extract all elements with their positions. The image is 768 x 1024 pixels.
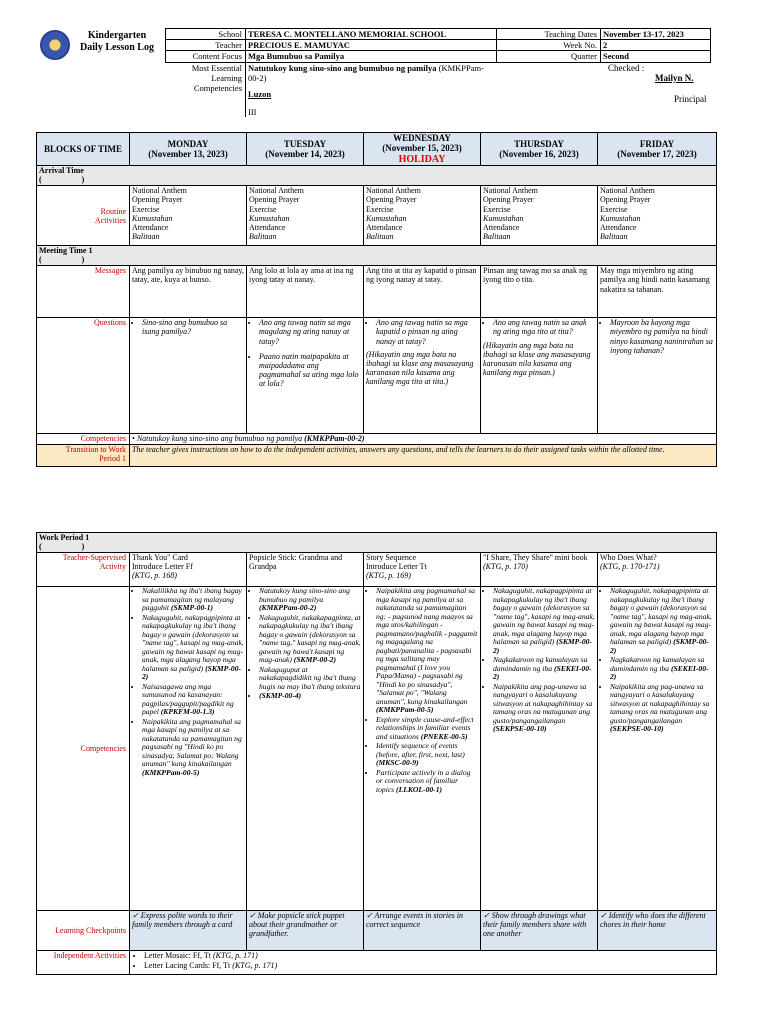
school-label: School: [166, 29, 246, 40]
routine-label-1: Routine: [100, 206, 126, 216]
competencies2-thursday: [481, 587, 598, 911]
routine-item: Exercise: [132, 204, 160, 214]
melc-label: [166, 62, 246, 117]
routine-item: Balitaan: [600, 232, 628, 242]
competency-item-text: Nakaguguhit, nakapagpipinta at nakapagkukulay ng iba't ibang bagay o gawain (dekorasyon sa "name tag", kasapi ng mag-anak, gawain ng bawat kasapi ng mag-anak, mga alagang hayop mga halaman sa paligid): [142, 612, 244, 673]
questions-tuesday: [247, 318, 364, 434]
competency-item-code: (SEKPSE-00-10): [610, 724, 664, 733]
checkpoint-monday: ✓ Express polite words to their family members through a card: [130, 911, 247, 951]
competency-item-text: Nakaguguhit, nakapagpipinta at nakapagkukulay ng iba't ibang bagay o gawain (dekorasyon sa "name tag", kasapi ng mag-anak, gawain ng bawat kasapi ng mag-anak, mga alagang hayop mga halaman sa paligid): [610, 586, 712, 646]
checkpoints-label: Learning Checkpoints: [37, 911, 130, 951]
tsa-wednesday: [364, 553, 481, 587]
tuesday-name: TUESDAY: [283, 138, 327, 149]
routine-item: National Anthem: [600, 186, 655, 196]
question-note: (Hikayatin ang mga bata na ibahagi sa klase ang masasayang karanasan nila kasama ang kanilang mga tito at tita.): [366, 349, 474, 387]
week-value: 2: [601, 40, 711, 51]
competency-item-code: (LLKOL-00-1): [396, 784, 443, 794]
dates-value: November 13-17, 2023: [601, 29, 711, 40]
routine-thursday: [481, 186, 598, 246]
competencies2-tuesday: [247, 587, 364, 911]
questions-label: Questions: [37, 318, 130, 434]
routine-item: Attendance: [366, 222, 403, 232]
monday-date: (November 13, 2023): [148, 149, 228, 160]
independent-item: [144, 951, 714, 960]
competency-item: [259, 666, 361, 692]
work-period-row: [37, 533, 717, 553]
routine-wednesday: [364, 186, 481, 246]
competency-item-text: Identify sequence of events (before, after, first, next, last): [376, 741, 465, 759]
tsa-activity: "I Share, They Share" mini book: [483, 553, 588, 562]
independent-label: Independent Activities: [37, 951, 130, 975]
wednesday-name: WEDNESDAY: [393, 133, 451, 143]
tuesday-date: (November 14, 2023): [265, 149, 345, 160]
thursday-name: THURSDAY: [514, 138, 564, 149]
schedule-table-2: [36, 532, 717, 975]
content-label: Content Focus: [166, 51, 246, 62]
tsa-activity: Story Sequence: [366, 553, 416, 562]
thursday-date: (November 16, 2023): [499, 149, 579, 160]
independent-item-ref: (KTG, p. 171): [212, 951, 258, 960]
transition-label-2: Period 1: [99, 454, 126, 464]
competency-item-text: Participate actively in a dialog or conversation of familiar topics: [376, 767, 471, 794]
competency-item: [259, 614, 361, 665]
competency-item: [610, 656, 714, 682]
question-note: (Hikayatin ang mga bata na ibahagi sa klase ang masasayang karanasan nila kasama ang kanilang mga pinsan.): [483, 340, 591, 378]
questions-monday: [130, 318, 247, 434]
questions-thursday: [481, 318, 598, 434]
checkpoint-thursday: ✓ Show through drawings what their family members share with one another: [481, 911, 598, 951]
competency-code: (KMKPPam-00-2): [304, 434, 365, 444]
routine-label-2: Activities: [94, 215, 126, 225]
competency-item-text: Naipakikita ang pag-unawa sa nangyayari o kasalukuyang sitwasyon at nakapaghihintay sa tamang oras na matugunan ang gusto/pangangailangan: [493, 681, 593, 725]
message-wednesday: Ang tito at tita ay kapatid o pinsan ng iyong nanay at tatay.: [364, 266, 481, 318]
competency-item: [376, 742, 478, 768]
work-period-label: Work Period 1: [39, 533, 90, 542]
melc-label-3: Competencies: [193, 82, 242, 93]
competency-item-code: (SKMP-00-2): [493, 637, 592, 655]
melc-text: Natutukoy kung sino-sino ang bumubuo ng pamilya: [248, 62, 437, 73]
friday-name: FRIDAY: [639, 138, 675, 149]
teacher-label: Teacher: [166, 40, 246, 51]
routine-label: [37, 186, 130, 246]
tsa-label-2: Activity: [99, 562, 126, 572]
monday-header: [130, 133, 247, 166]
checkpoint-tuesday: ✓ Make popsicle stick puppet about their grandmother or grandfather.: [247, 911, 364, 951]
competency-item-text: Nakaguguhit, nakapagpipinta at nakapagkukulay ng iba't ibang bagay o gawain (dekorasyon sa "name tag", kasapi ng mag-anak, gawain ng bawat kasapi ng mag-anak, mga alagang hayop mga halaman sa paligid): [493, 586, 595, 646]
messages-label: Messages: [37, 266, 130, 318]
region2-value: III: [248, 107, 257, 118]
deped-seal-icon: [40, 30, 70, 60]
transition-label-1: Transition to Work: [65, 445, 126, 455]
competency-item-code: (PNEKE-00-5): [420, 731, 468, 741]
question-item: • Ano ang tawag natin sa mga magulang ng ating nanay at tatay?: [259, 318, 361, 346]
competency-item-text: Nakalilikha ng iba't ibang bagay sa pamamagitan ng malayang pagguhit: [142, 586, 242, 612]
routine-item: Opening Prayer: [483, 195, 534, 205]
competency-item-text: Naipakikita ang pag-unawa sa nangyayari o kasalukuyang sitwasyon at nakapaghihintay sa tamang oras na matugunan ang gusto/pangangailangan: [610, 681, 710, 725]
competency-item: [142, 718, 244, 778]
quarter-label: Quarter: [497, 51, 601, 62]
routine-item: Balitaan: [132, 232, 160, 242]
routine-item: Opening Prayer: [249, 195, 300, 205]
tsa-monday: [130, 553, 247, 587]
routine-item: Balitaan: [366, 232, 394, 242]
tsa-tuesday: [247, 553, 364, 587]
routine-item: Balitaan: [249, 232, 277, 242]
competencies2-label: Competencies: [37, 587, 130, 911]
arrival-time-row: [37, 166, 717, 186]
title-line-1: Kindergarten: [87, 30, 147, 41]
competencies-label: Competencies: [37, 434, 130, 445]
routine-item: Balitaan: [483, 232, 511, 242]
competency-item: [610, 683, 714, 734]
friday-header: [598, 133, 717, 166]
transition-text: The teacher gives instructions on how to do the independent activities, answers any questions, and tells the learners to do their assigned tasks within the allotted time.: [130, 445, 717, 467]
competency-item-code: (KPKFM-00-1.3): [160, 707, 215, 716]
tsa-reference: (KTG, p. 170-171): [600, 562, 660, 572]
competency-item: [142, 614, 244, 682]
message-friday: May mga miyembro ng ating pamilya ang hindi natin kasamang nakatira sa tahanan.: [598, 266, 717, 318]
content-value: Mga Bumubuo sa Pamilya: [246, 51, 497, 62]
routine-item: Attendance: [249, 222, 286, 232]
wednesday-header: [364, 133, 481, 166]
transition-label: [37, 445, 130, 467]
competency-item: [493, 656, 595, 682]
independent-item-text: Letter Lacing Cards: Ff, Tt: [144, 961, 231, 971]
tsa-activity: Who Does What?: [600, 553, 657, 562]
checker-role: Principal: [674, 94, 707, 104]
routine-item: Opening Prayer: [132, 195, 183, 205]
checked-label: Checked :: [608, 63, 645, 73]
independent-item: [144, 961, 714, 970]
competency-item-code: (MKSC-00-9): [376, 758, 419, 767]
melc-code: (KMKPPam-00-2): [248, 62, 484, 83]
routine-item: Exercise: [366, 204, 394, 214]
checker-name: Mailyn N.: [655, 73, 694, 83]
competencies2-monday: [130, 587, 247, 911]
competency-item-text: Naipakikita ang pagmamahal sa mga kasapi ng pamilya at sa nakatatanda sa pamamagitan ng pagsasabi ng "Hindi ko po sinasadya; Salamat po; Walang anuman" kung kinakailangan: [142, 716, 242, 768]
tsa-label-1: Teacher-Supervised: [62, 553, 126, 562]
tsa-activity: Thank You" Card: [132, 553, 188, 562]
meeting-time-row: [37, 246, 717, 266]
competency-item-code: (KMKPPam-00-2): [259, 603, 317, 612]
checkpoint-wednesday: ✓ Arrange events in stories in correct sequence: [364, 911, 481, 951]
independent-activities: [130, 951, 717, 975]
tsa-friday: [598, 553, 717, 587]
routine-item: Opening Prayer: [366, 195, 417, 205]
competency-item-code: (SKMP-00-2): [293, 655, 336, 664]
week-label: Week No.: [497, 40, 601, 51]
competency-item: [259, 692, 361, 701]
melc-label-1: Most Essential: [191, 62, 242, 73]
competency-item-code: (SEKEI-00-2): [610, 663, 709, 681]
tsa-activity: Introduce Letter Ff: [132, 562, 193, 572]
routine-item: National Anthem: [483, 186, 538, 196]
wednesday-date: (November 15, 2023): [382, 143, 462, 154]
message-thursday: Pinsan ang tawag mo sa anak ng iyong tito o tita.: [481, 266, 598, 318]
arrival-label: Arrival Time: [39, 166, 84, 176]
competency-item: [142, 587, 244, 613]
question-item: • Ano ang tawag natin sa anak ng ating mga tito at tita?: [493, 318, 595, 336]
competencies-text: • Natutukoy kung sino-sino ang bumubuo ng pamilya (KMKPPam-00-2): [130, 434, 717, 445]
independent-item-ref: (KTG, p. 171): [232, 961, 278, 971]
competency-item-text: Nagkakaroon ng kamalayan sa damindamin ng iba: [493, 655, 588, 673]
melc-value: [246, 62, 497, 117]
question-item: • Ano ang tawag natin sa mga kapatid o pinsan ng ating nanay at tatay?: [376, 318, 478, 346]
quarter-value: Second: [601, 51, 711, 62]
competency-item-code: (KMKPPam-00-5): [376, 705, 434, 714]
competency-item-text: Nagkakaroon ng kamalayan sa damindamin ng iba: [610, 655, 705, 673]
monday-name: MONDAY: [167, 138, 209, 149]
title-line-2: Daily Lesson Log: [80, 42, 154, 53]
competency-item: [376, 587, 478, 715]
independent-item-text: Letter Mosaic: Ff, Tt: [144, 951, 211, 960]
schedule-table-1: [36, 132, 717, 467]
document-title: [72, 30, 162, 54]
region-value: Luzon: [248, 88, 272, 99]
competency-item: [493, 683, 595, 734]
holiday-label: HOLIDAY: [398, 153, 446, 165]
question-item: • Sino-sino ang bumubuo sa isang pamilya?: [142, 318, 244, 336]
questions-friday: [598, 318, 717, 434]
tuesday-header: [247, 133, 364, 166]
school-value: TERESA C. MONTELLANO MEMORIAL SCHOOL: [246, 29, 497, 40]
competency-item-text: Natutukoy kung sino-sino ang bumubuo ng pamilya: [259, 586, 350, 604]
dates-label: Teaching Dates: [497, 29, 601, 40]
competency-item: [142, 683, 244, 717]
blocks-header: BLOCKS OF TIME: [37, 133, 130, 166]
competency-item-text: Naipakikita ang pagmamahal sa mga kasapi ng pamilya at sa nakatatanda sa pamamagitan ng: - pagsunod nang maayos sa mga utos/kahilingan - pagmamano/paghalik - paggamit ng magagalang na pagbati/pananalita - pagsasabi ng mga salitang may pagmamahal (I love you Papa/Mama) - pagsasabi ng "Hindi ko po sinasadya", "Salamat po", "Walang anuman", kung kinakailangan: [376, 586, 478, 706]
routine-item: National Anthem: [249, 186, 304, 196]
tsa-thursday: [481, 553, 598, 587]
friday-date: (November 17, 2023): [617, 149, 697, 160]
tsa-activity: Popsicle Stick: Grandma and Grandpa: [249, 553, 343, 572]
competency-item-code: (SKMP-00-1): [170, 603, 214, 612]
competency-item-code: (SEKPSE-00-10): [493, 724, 547, 733]
teacher-value: PRECIOUS E. MAMUYAC: [246, 40, 497, 51]
tsa-reference: (KTG, p. 170): [483, 562, 528, 572]
routine-item: National Anthem: [132, 186, 187, 196]
melc-label-2: Learning: [211, 72, 242, 83]
competency-item: [493, 587, 595, 655]
routine-item: Exercise: [600, 204, 628, 214]
competency-item-code: (KMKPPam-00-5): [142, 767, 200, 777]
competency-text: Natutukoy kung sino-sino ang bumubuo ng pamilya: [136, 434, 303, 444]
routine-item: Exercise: [249, 204, 277, 214]
routine-item: Kumustahan: [600, 213, 641, 223]
routine-tuesday: [247, 186, 364, 246]
empty-cell: [497, 62, 601, 117]
routine-item: Kumustahan: [132, 213, 173, 223]
routine-item: National Anthem: [366, 186, 421, 196]
routine-item: Kumustahan: [366, 213, 407, 223]
routine-item: Attendance: [600, 222, 637, 232]
competency-item: [376, 769, 478, 795]
competency-item-text: Explore simple cause-and-effect relationships in familiar events and situations: [376, 714, 474, 741]
competency-item-text: Naisasagawa ang mga sumusunod na kasanayan: pagpilas/paggupit/pagdikit ng papel: [142, 681, 234, 716]
work-period-blank: ( ): [39, 542, 85, 552]
meeting-label: Meeting Time 1: [39, 246, 93, 256]
routine-item: Kumustahan: [249, 213, 290, 223]
routine-item: Attendance: [483, 222, 520, 232]
questions-wednesday: [364, 318, 481, 434]
competency-item-text: Nakaguguhit, nakakapagpinta, at nakapagkukulay ng iba't ibang bagay o gawain (dekorasyon sa "name tag," kasapi ng mag-anak, gawain ng bawa't kasapi ng mag-anak): [259, 612, 361, 664]
competencies2-wednesday: [364, 587, 481, 911]
question-item: • Mayroon ba kayong mga miyembro ng pamilya na hindi ninyo kasamang naninirahan sa inyong tahanan?: [610, 318, 714, 355]
routine-item: Exercise: [483, 204, 511, 214]
checkpoint-friday: ✓ Identify who does the different chores in their home: [598, 911, 717, 951]
routine-item: Opening Prayer: [600, 195, 651, 205]
competency-item-code: (SKMP-00-4): [259, 691, 302, 700]
routine-monday: [130, 186, 247, 246]
tsa-reference: (KTG, p. 168): [132, 571, 177, 581]
message-tuesday: Ang lolo at lola ay ama at ina ng iyong tatay at nanay.: [247, 266, 364, 318]
competency-item-code: (SKMP-00-2): [610, 637, 709, 655]
competencies2-friday: [598, 587, 717, 911]
meeting-time-blank: ( ): [39, 255, 85, 265]
competency-item-code: (SKMP-00-2): [142, 663, 241, 681]
arrival-time-blank: ( ): [39, 175, 85, 185]
competency-item-text: Nakaguguput at nakakapagdidikit ng iba't ibang hugis na may iba't ibang tekstura: [259, 664, 361, 691]
message-monday: Ang pamilya ay binubuo ng nanay, tatay, ate, kuya at bunso.: [130, 266, 247, 318]
routine-item: Kumustahan: [483, 213, 524, 223]
routine-item: Attendance: [132, 222, 169, 232]
question-item: • Paano natin maipapakita at maipadadama ang pagmamahal sa ating mga lolo at lola?: [259, 352, 361, 389]
tsa-label: [37, 553, 130, 587]
routine-friday: [598, 186, 717, 246]
tsa-reference: (KTG, p. 169): [366, 571, 411, 581]
tsa-activity: Introduce Letter Tt: [366, 562, 427, 572]
thursday-header: [481, 133, 598, 166]
competency-item: [259, 587, 361, 613]
competency-item: [610, 587, 714, 655]
competency-item: [376, 716, 478, 742]
competency-item-code: (SEKEI-00-2): [493, 663, 592, 681]
